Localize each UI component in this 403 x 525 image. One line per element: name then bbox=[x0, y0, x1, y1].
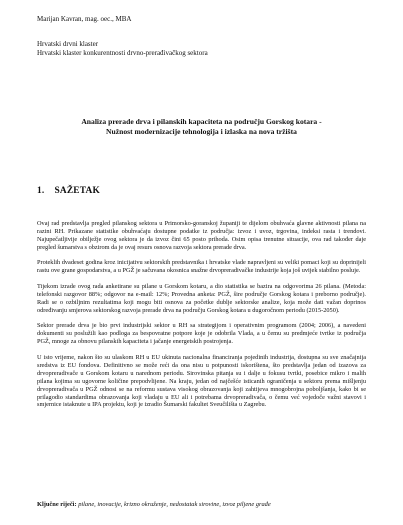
author-name: Marijan Kavran, mag. oec., MBA bbox=[37, 15, 132, 23]
affiliation-line: Hrvatski drvni klaster bbox=[37, 40, 99, 48]
affiliation-line: Hrvatski klaster konkurentnosti drvno-prerađivačkog sektora bbox=[37, 49, 208, 57]
keywords-text: pilane, inovacije, krizno okruženje, nedostatak sirovine, izvoz piljene građe bbox=[78, 501, 271, 508]
abstract-paragraph: Sektor prerade drva je bio prvi industrijski sektor u RH sa strategijom i operativnim programom (2004; 2006), a navedeni dokumenti su poslužili kao podloga za bespovratne potpore koje je odobrila Vlada, a u čemu su predmjeće tvrtke iz područja PGŽ, mnoge za obnovu pilanskih kapaciteta i jačanje energetskih postrojenja. bbox=[37, 322, 366, 346]
abstract-paragraph: Tijekom izrade ovog rada anketirane su pilane u Gorskom kotaru, a dio statistika se bazira na odgovorima 26 pilana. (Metoda: telefonski razgovor 88%; odgovor na e-mail: 12%; Provedna anketa: PGŽ, šire područje Gorskog kotara i preborno područje). Radi se o ozbiljnim rezultatima koji mogu biti osnova za početke dublje sektorske analize, koja može dati važan doprinos određivanju smjerova sektorskog razvoja prerade drva na području Gorskog kotara u dugoročnom periodu (2015-2050). bbox=[37, 283, 366, 314]
keywords bbox=[37, 501, 366, 509]
affiliation bbox=[37, 40, 208, 58]
section-heading bbox=[37, 186, 100, 196]
abstract-paragraph: U isto vrijeme, nakon što su ulaskom RH u EU ukinuta nacionalna financiranja pojedinih industrija, dostupna su sve značajnija sredstva iz EU fondova. Definitivno se može reći da ona nisu u potpunosti iskorištena, što predstavlja jedan od izazova za drvopreradivače u Gorskom kotaru u narednom periodu. Sirovinska pitanja su i dalje u fokusu tvrtki, posebice mikro i malih pilana kojima su ugovorne količine prepodvlijene. Na kraju, jedan od najčešće isticanih ograničenja u sektoru prema mišljenju drvopreradivača u PGŽ odnosi se na reformu sustava visokog obrazovanja koji zahtijeva mnogobrojna poboljšanja, kako bi se prilagodio standardima obrazovanja koji vladaju u EU ali i potrebama drvopreradivača, o čemu već vojedoče važni stavovi i smjernice istaknute u IPA projektu, koji je izradio Šumarski fakultet Sveučilišta u Zagrebu. bbox=[37, 353, 366, 409]
title-line: Nužnost modernizacije tehnologija i izlaska na nova tržišta bbox=[106, 127, 297, 136]
paper-title bbox=[37, 117, 366, 137]
title-line: Analiza prerade drva i pilanskih kapaciteta na području Gorskog kotara - bbox=[81, 117, 322, 126]
section-number: 1. bbox=[37, 186, 45, 196]
abstract-paragraph: Proteklih dvadeset godina kroz inicijativu sektorskih predstavnika i hrvatske vlade napravljeni su veliki pomaci koji su doprinijeli rastu ove grane gospodarstva, a u PGŽ je sačuvana okosnica snažne drvopreradivačke industrije koja još uvijek stabilno posluje. bbox=[37, 259, 366, 275]
abstract-body bbox=[37, 220, 366, 417]
keywords-label: Ključne riječi: bbox=[37, 501, 77, 508]
abstract-paragraph: Ovaj rad predstavlja pregled pilanskog sektora u Primorsko-goranskoj županiji te dijelom obuhvaća glavne aktivnosti pilana na razini RH. Prikazane statistike obuhvaćaju dostupne podatke iz područja: izvoz i uvoz, trgovina, indeksi rasta i trendovi. Najupečatljivije obilježje ovog sektora je da izvoz čini 65 posto prihoda. Osim opisa trenutne situacije, ova rad također daje pregled šumarstva s obzirom da je ovaj resurs osnova razvoja sektora prerade drva. bbox=[37, 220, 366, 251]
section-title: SAŽETAK bbox=[54, 186, 100, 196]
